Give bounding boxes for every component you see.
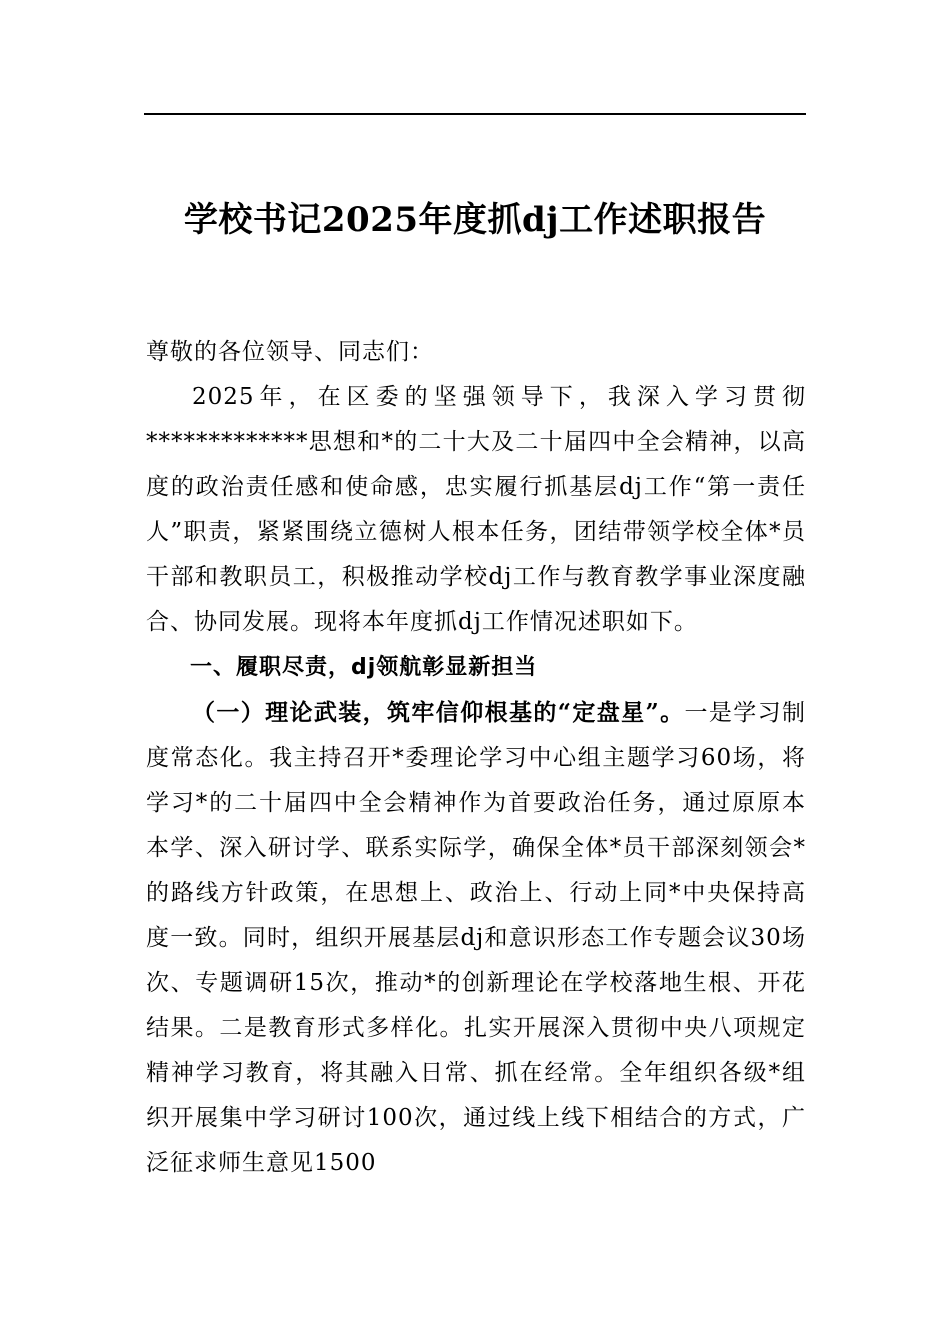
- salutation: 尊敬的各位领导、同志们：: [146, 339, 434, 365]
- section-heading-1: 一、履职尽责，dj领航彰显新担当: [190, 655, 538, 680]
- subsection-heading-1: （一）理论武装，筑牢信仰根基的“定盘星”。: [192, 699, 685, 726]
- document-body: [146, 330, 806, 1186]
- document-title: 学校书记2025年度抓dj工作述职报告: [183, 200, 767, 240]
- subsection-paragraph-1: [146, 690, 806, 1186]
- subsection-body-1: 一是学习制度常态化。我主持召开*委理论学习中心组主题学习60场，将学习*的二十届四中全会精神作为首要政治任务，通过原原本本学、深入研讨学、联系实际学，确保全体*员干部深刻领会*的路线方针政策，在思想上、政治上、行动上同*中央保持高度一致。同时，组织开展基层dj和意识形态工作专题会议30场次、专题调研15次，推动*的创新理论在学校落地生根、开花结果。二是教育形式多样化。扎实开展深入贯彻中央八项规定精神学习教育，将其融入日常、抓在经常。全年组织各级*组织开展集中学习研讨100次，通过线上线下相结合的方式，广泛征求师生意见1500: [146, 700, 806, 1176]
- header-rule: [144, 113, 806, 115]
- intro-paragraph: 2025年，在区委的坚强领导下，我深入学习贯彻*************思想和*的二十大及二十届四中全会精神，以高度的政治责任感和使命感，忠实履行抓基层dj工作“第一责任人”职责，紧紧围绕立德树人根本任务，团结带领学校全体*员干部和教职员工，积极推动学校dj工作与教育教学事业深度融合、协同发展。现将本年度抓dj工作情况述职如下。: [146, 384, 806, 635]
